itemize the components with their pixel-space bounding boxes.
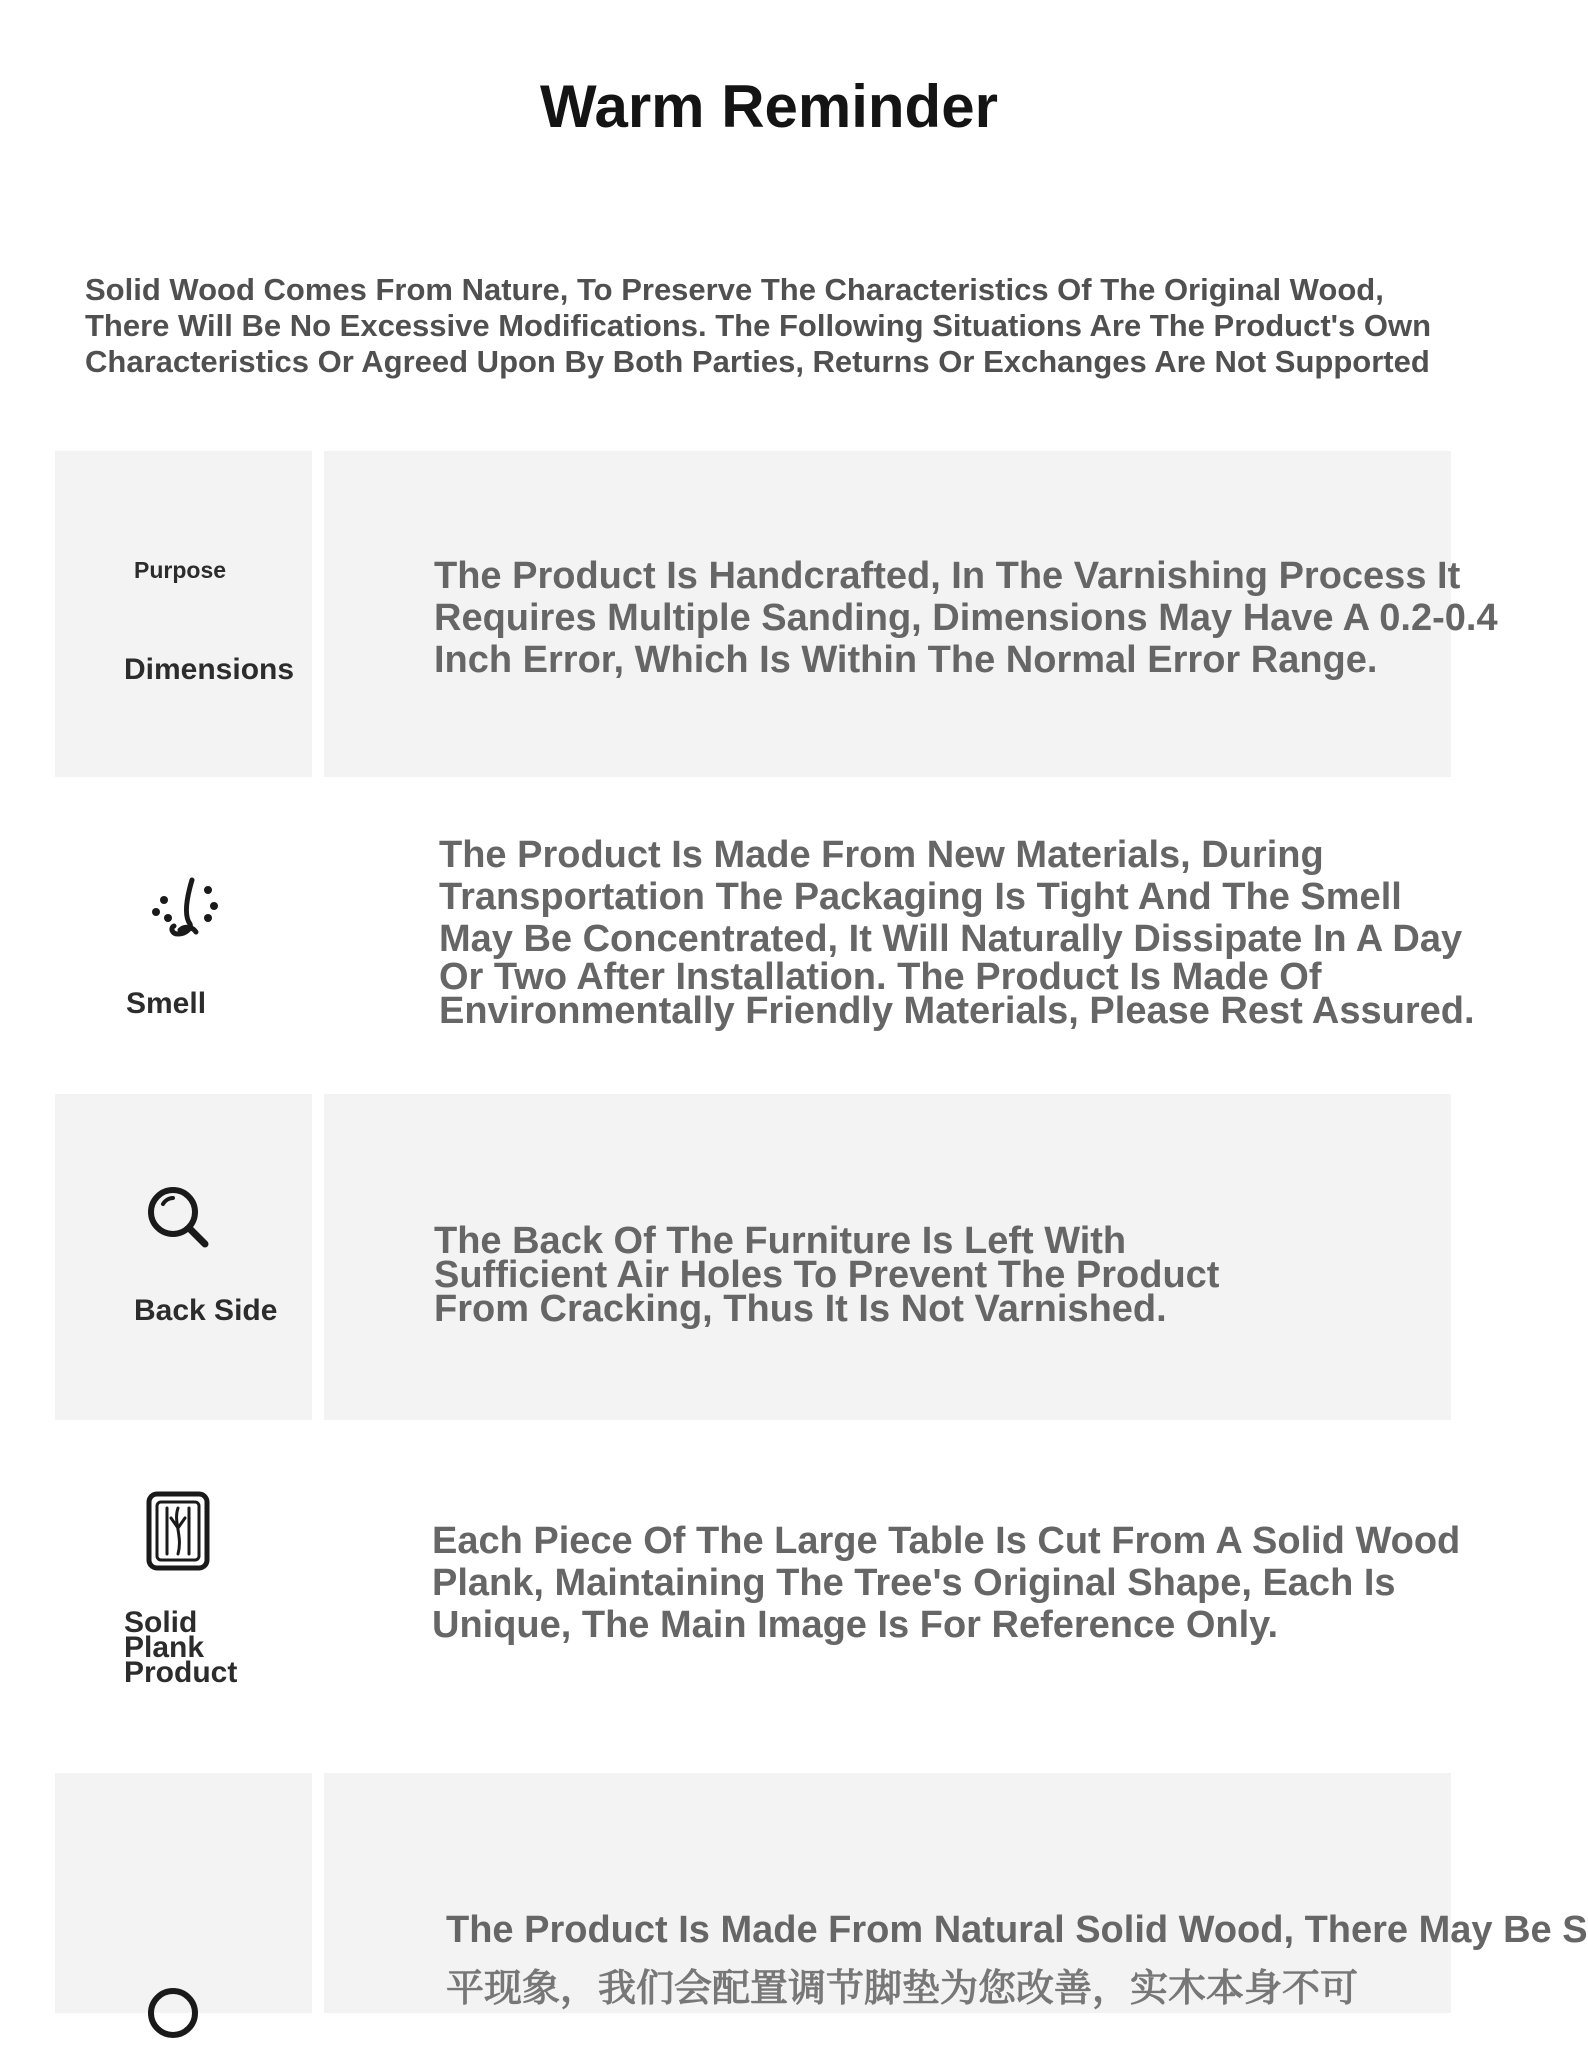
dimensions-label: Dimensions [124, 653, 295, 686]
description-line: The Back Of The Furniture Is Left With [434, 1220, 1127, 1262]
wood-plank-icon [143, 1488, 215, 1574]
row-label-cell [55, 1440, 312, 1730]
info-row-smell [55, 800, 1475, 1080]
intro-line: There Will Be No Excessive Modifications. The Following Situations Are The Product's Own [85, 308, 1432, 343]
nose-smell-icon [140, 860, 240, 960]
dimensions-description [434, 555, 1498, 681]
page-title: Warm Reminder [540, 73, 998, 140]
info-row-natural-wood [55, 1773, 1588, 2013]
label-line: Plank [124, 1631, 205, 1664]
description-line: Inch Error, Which Is Within The Normal Error Range. [434, 639, 1378, 681]
row-description-cell [324, 1094, 1451, 1420]
smell-description [439, 834, 1475, 1032]
description-line: Plank, Maintaining The Tree's Original Shape, Each Is [432, 1562, 1396, 1604]
row-description-cell [324, 451, 1498, 777]
magnifier-icon [143, 1182, 213, 1252]
magnifier-icon [143, 1983, 213, 2053]
label-line: Solid [124, 1606, 198, 1639]
row-description-cell [324, 1773, 1588, 2013]
description-line: Requires Multiple Sanding, Dimensions May Have A 0.2-0.4 [434, 597, 1498, 639]
intro-line: Solid Wood Comes From Nature, To Preserve The Characteristics Of The Original Wood, [85, 272, 1384, 307]
back-side-label: Back Side [134, 1294, 278, 1327]
description-line: May Be Concentrated, It Will Naturally Dissipate In A Day [439, 918, 1463, 960]
description-line: Each Piece Of The Large Table Is Cut From A Solid Wood [432, 1520, 1461, 1562]
solid-plank-description [432, 1520, 1460, 1646]
smell-label: Smell [126, 987, 207, 1020]
row-description-cell [324, 800, 1475, 1080]
description-line-cn: 平现象，我们会配置调节脚垫为您改善，实木本身不可 [446, 1966, 1359, 2010]
info-row-back-side [55, 1094, 1451, 1420]
description-line: Sufficient Air Holes To Prevent The Product [434, 1254, 1220, 1296]
solid-plank-label [124, 1606, 238, 1689]
description-line: Unique, The Main Image Is For Reference Only. [432, 1604, 1279, 1646]
row-label-cell [55, 1094, 312, 1420]
description-line: From Cracking, Thus It Is Not Varnished. [434, 1288, 1167, 1330]
intro-line: Characteristics Or Agreed Upon By Both Parties, Returns Or Exchanges Are Not Supported [85, 344, 1430, 379]
info-row-dimensions [55, 451, 1498, 777]
row-label-cell [55, 451, 312, 777]
purpose-label: Purpose [134, 557, 227, 583]
label-line: Product [124, 1656, 238, 1689]
description-line: The Product Is Made From New Materials, During [439, 834, 1324, 876]
row-label-cell [55, 1773, 312, 2013]
description-line: Or Two After Installation. The Product Is Made Of [439, 956, 1322, 998]
natural-wood-description [446, 1909, 1588, 2009]
row-description-cell [324, 1440, 1461, 1730]
intro-paragraph [85, 272, 1485, 380]
back-side-description [434, 1220, 1220, 1330]
description-line: The Product Is Made From Natural Solid Wood, There May Be S [446, 1909, 1588, 1951]
description-line: The Product Is Handcrafted, In The Varnishing Process It [434, 555, 1461, 597]
description-line: Transportation The Packaging Is Tight And The Smell [439, 876, 1402, 918]
description-line: Environmentally Friendly Materials, Please Rest Assured. [439, 990, 1475, 1032]
info-row-solid-plank [55, 1440, 1461, 1730]
row-label-cell [55, 800, 312, 1080]
